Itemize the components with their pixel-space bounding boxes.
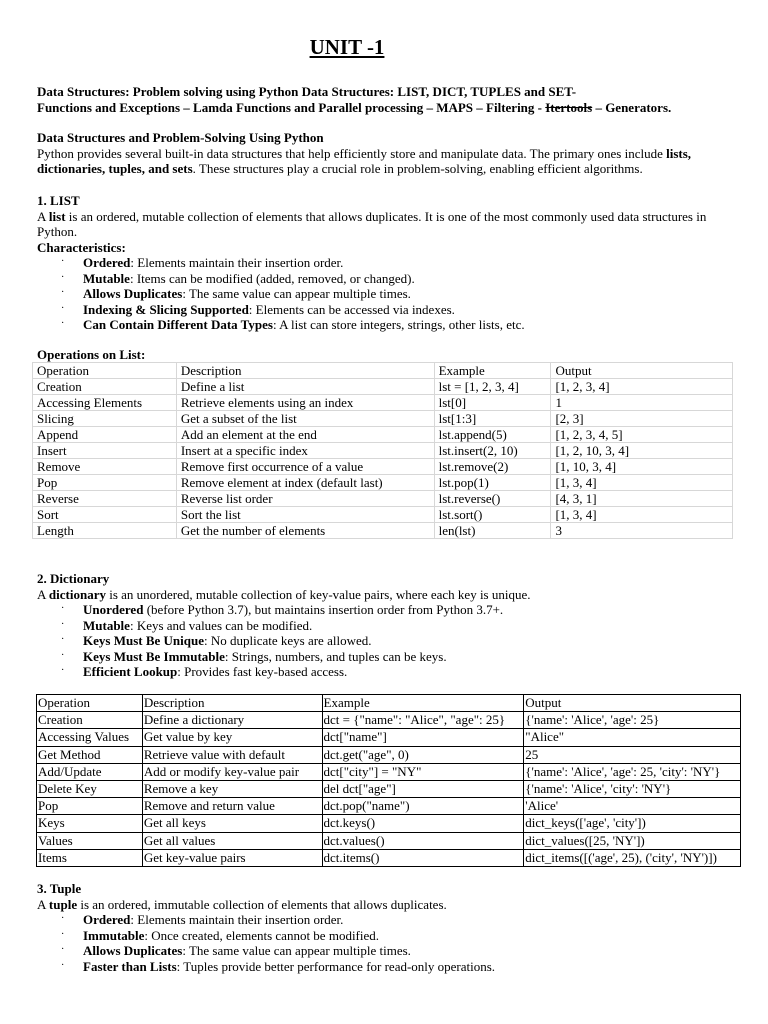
list-table-cell: Get the number of elements (176, 523, 434, 539)
list-table-cell: [1, 2, 10, 3, 4] (551, 443, 733, 459)
list-table-cell: Get a subset of the list (176, 411, 434, 427)
dict-table-cell: Retrieve value with default (142, 746, 322, 763)
tuple-desc-a: A (37, 896, 49, 912)
dict-table-cell: Keys (37, 815, 143, 832)
list-description (37, 209, 737, 240)
tuple-characteristic-item (37, 943, 737, 959)
list-table-row (33, 523, 733, 539)
dict-characteristic-item-term: Unordered (83, 602, 144, 617)
bullet-icon: · (61, 271, 65, 283)
bullet-icon: · (61, 618, 65, 630)
list-characteristic-item-term: Can Contain Different Data Types (83, 317, 273, 332)
dict-table-cell: dct.items() (322, 849, 524, 866)
list-table-row (33, 491, 733, 507)
intro-text-bold: lists, dictionaries, tuples, and sets (37, 145, 692, 176)
bullet-icon: · (61, 944, 65, 955)
tuple-characteristic-item (37, 928, 737, 944)
dict-table-cell: Accessing Values (37, 729, 143, 746)
list-desc-a: A (37, 208, 49, 224)
dict-characteristic-item-text: : No duplicate keys are allowed. (203, 633, 372, 648)
dict-table-row (37, 832, 741, 849)
dict-table-header-cell: Output (524, 695, 741, 712)
list-table-cell: lst.remove(2) (434, 459, 551, 475)
dict-characteristic-item (37, 618, 737, 634)
list-table-header-cell: Description (176, 363, 434, 379)
dict-table-row (37, 849, 741, 866)
list-characteristic-item-text: : A list can store integers, strings, other lists, etc. (272, 317, 525, 332)
bullet-icon: · (61, 287, 65, 298)
list-characteristic-item-text: : Elements can be accessed via indexes. (248, 301, 455, 317)
dict-characteristic-item (37, 633, 737, 649)
list-table-cell: [1, 2, 3, 4] (551, 379, 733, 395)
dict-table-row (37, 815, 741, 832)
list-table-cell: Sort the list (176, 507, 434, 523)
tuple-characteristic-item-text: : The same value can appear multiple times. (182, 943, 411, 958)
bullet-icon: · (61, 913, 65, 924)
list-table-row (33, 427, 733, 443)
list-section (37, 193, 737, 333)
list-table-cell: [4, 3, 1] (551, 491, 733, 507)
subtitle-struck-word: Itertools (545, 100, 593, 115)
dict-table-cell: dct.keys() (322, 815, 524, 832)
bullet-icon: · (61, 634, 65, 645)
dict-description (37, 587, 737, 603)
intro-text (37, 146, 737, 177)
list-characteristic-item-text: : Elements maintain their insertion order. (130, 255, 344, 270)
bullet-icon: · (61, 318, 65, 329)
dict-table-cell: Values (37, 832, 143, 849)
list-characteristics-heading: Characteristics: (37, 239, 126, 255)
dict-table-row (37, 729, 741, 746)
bullet-icon: · (61, 665, 65, 676)
tuple-desc-bold: tuple (48, 896, 78, 912)
dict-table-cell: Remove a key (142, 780, 322, 797)
dict-table-cell: Creation (37, 712, 143, 729)
dict-table-cell: dct.get("age", 0) (322, 746, 524, 763)
list-characteristic-item-term: Mutable (83, 270, 130, 286)
tuple-section (37, 881, 737, 974)
dict-characteristic-item-term: Keys Must Be Immutable (83, 648, 225, 664)
list-table-row (33, 443, 733, 459)
bullet-icon: · (61, 302, 65, 314)
list-table-header-cell: Output (551, 363, 733, 379)
list-table-cell: 3 (551, 523, 733, 539)
dict-table-cell: del dct["age"] (322, 780, 524, 797)
dict-table-header-cell: Example (322, 695, 524, 712)
list-table-cell: Remove element at index (default last) (176, 475, 434, 491)
list-table-cell: lst.insert(2, 10) (434, 443, 551, 459)
dict-table-row (37, 780, 741, 797)
list-table-cell: Define a list (176, 379, 434, 395)
dict-table-cell: "Alice" (524, 729, 741, 746)
tuple-characteristic-item-term: Immutable (83, 927, 145, 943)
dict-table-cell: Pop (37, 798, 143, 815)
list-table-cell: [1, 3, 4] (551, 475, 733, 491)
list-table-cell: Remove (33, 459, 177, 475)
list-characteristic-item-text: : Items can be modified (added, removed, or changed). (129, 270, 415, 286)
tuple-characteristic-item-term: Ordered (83, 912, 131, 927)
list-table-cell: Append (33, 427, 177, 443)
list-table-row (33, 411, 733, 427)
dict-table-cell: Get key-value pairs (142, 849, 322, 866)
list-table-cell: Remove first occurrence of a value (176, 459, 434, 475)
list-table-cell: [1, 2, 3, 4, 5] (551, 427, 733, 443)
list-table-cell: Reverse list order (176, 491, 434, 507)
dict-heading: 2. Dictionary (37, 571, 110, 586)
tuple-description (37, 897, 737, 913)
subtitle-line-1: Data Structures: Problem solving using Python Data Structures: LIST, DICT, TUPLES and SET- (37, 84, 577, 99)
bullet-icon: · (61, 603, 65, 614)
dict-table-cell: Add/Update (37, 763, 143, 780)
dict-table-cell: {'name': 'Alice', 'age': 25} (524, 712, 741, 729)
tuple-characteristic-item-term: Faster than Lists (83, 958, 177, 974)
dict-table-row (37, 798, 741, 815)
list-table-header-cell: Operation (33, 363, 177, 379)
dict-characteristic-item (37, 649, 737, 665)
dict-table-row (37, 746, 741, 763)
dict-characteristic-item-term: Keys Must Be Unique (83, 633, 204, 648)
dict-table-cell: dict_items([('age', 25), ('city', 'NY')]) (524, 849, 741, 866)
dict-table-cell: Get all values (142, 832, 322, 849)
subtitle-line-2 (37, 100, 671, 116)
list-desc-b: is an ordered, mutable collection of elements that allows duplicates. It is one of the most commonly used data structures in Python. (37, 208, 707, 239)
dict-characteristic-item-term: Efficient Lookup (83, 664, 178, 679)
list-heading: 1. LIST (37, 193, 80, 208)
subtitle-line-2-a: Functions and Exceptions – Lamda Functions and Parallel processing – MAPS – Filtering - (37, 100, 546, 115)
dict-table-header-cell: Operation (37, 695, 143, 712)
list-table-cell: Retrieve elements using an index (176, 395, 434, 411)
list-table-cell: [2, 3] (551, 411, 733, 427)
dict-section (37, 571, 737, 680)
tuple-characteristic-item (37, 959, 737, 975)
dict-characteristic-item-text: : Keys and values can be modified. (129, 617, 313, 633)
list-table-row (33, 507, 733, 523)
list-table-cell: [1, 3, 4] (551, 507, 733, 523)
dict-characteristic-item (37, 664, 737, 680)
list-table-cell: Reverse (33, 491, 177, 507)
list-table-row (33, 395, 733, 411)
dict-table-header-row (37, 695, 741, 712)
list-characteristic-item-term: Ordered (83, 255, 131, 270)
list-table-cell: lst[0] (434, 395, 551, 411)
dict-table-cell: Define a dictionary (142, 712, 322, 729)
bullet-icon: · (61, 959, 65, 971)
list-table-cell: len(lst) (434, 523, 551, 539)
dict-table-cell: Items (37, 849, 143, 866)
list-table-header-cell: Example (434, 363, 551, 379)
tuple-characteristic-item (37, 912, 737, 928)
list-characteristic-item (37, 317, 737, 333)
bullet-icon: · (61, 256, 65, 267)
list-operations-table (32, 362, 733, 539)
list-table-cell: lst.pop(1) (434, 475, 551, 491)
subtitle-line-2-b: – Generators. (592, 100, 672, 115)
list-table-row (33, 379, 733, 395)
dict-table-cell: dct = {"name": "Alice", "age": 25} (322, 712, 524, 729)
dict-table-cell: dct.pop("name") (322, 798, 524, 815)
list-table-cell: lst[1:3] (434, 411, 551, 427)
dict-table-cell: Get Method (37, 746, 143, 763)
tuple-desc-b: is an ordered, immutable collection of elements that allows duplicates. (77, 896, 447, 912)
dict-table-cell: 25 (524, 746, 741, 763)
dict-table-cell: Remove and return value (142, 798, 322, 815)
dict-table-cell: Add or modify key-value pair (142, 763, 322, 780)
tuple-characteristic-item-text: : Once created, elements cannot be modified. (144, 927, 380, 943)
dict-table-header-cell: Description (142, 695, 322, 712)
list-table-cell: lst.reverse() (434, 491, 551, 507)
dict-table-cell: dict_values([25, 'NY']) (524, 832, 741, 849)
dict-table-cell: dct["city"] = "NY" (322, 763, 524, 780)
list-table-cell: [1, 10, 3, 4] (551, 459, 733, 475)
bullet-icon: · (61, 928, 65, 940)
list-ops-heading-text: Operations on List: (37, 347, 146, 362)
dict-table-cell: Get value by key (142, 729, 322, 746)
list-table-row (33, 459, 733, 475)
list-table-cell: Sort (33, 507, 177, 523)
list-table-cell: Slicing (33, 411, 177, 427)
list-table-cell: lst.append(5) (434, 427, 551, 443)
list-characteristic-item-text: : The same value can appear multiple times. (182, 286, 411, 301)
tuple-heading: 3. Tuple (37, 881, 82, 896)
intro-text-b: . These structures play a crucial role in problem-solving, enabling efficient algorithms. (192, 161, 643, 176)
dict-characteristic-item-text: : Strings, numbers, and tuples can be keys. (224, 648, 447, 664)
list-table-cell: Pop (33, 475, 177, 491)
list-table-cell: Add an element at the end (176, 427, 434, 443)
dict-table-row (37, 712, 741, 729)
page-title: UNIT -1 (309, 35, 385, 59)
dict-characteristic-item (37, 602, 737, 618)
list-characteristic-item-term: Allows Duplicates (83, 286, 183, 301)
list-table-cell: lst = [1, 2, 3, 4] (434, 379, 551, 395)
list-characteristic-item (37, 255, 737, 271)
list-table-cell: Creation (33, 379, 177, 395)
dict-table-cell: Delete Key (37, 780, 143, 797)
dict-table-cell: {'name': 'Alice', 'city': 'NY'} (524, 780, 741, 797)
dict-desc-bold: dictionary (48, 586, 106, 602)
intro-section (37, 130, 737, 177)
bullet-icon: · (61, 649, 65, 661)
list-table-row (33, 475, 733, 491)
dict-table-cell: dct["name"] (322, 729, 524, 746)
list-characteristic-item (37, 286, 737, 302)
list-table-cell: Length (33, 523, 177, 539)
list-characteristic-item (37, 271, 737, 287)
dict-table-row (37, 763, 741, 780)
dict-desc-a: A (37, 586, 49, 602)
dict-table-cell: dict_keys(['age', 'city']) (524, 815, 741, 832)
dict-characteristic-item-text: (before Python 3.7), but maintains insertion order from Python 3.7+. (143, 602, 504, 617)
list-characteristic-item (37, 302, 737, 318)
dict-characteristic-item-text: : Provides fast key-based access. (177, 664, 348, 679)
tuple-characteristic-item-text: : Tuples provide better performance for read-only operations. (176, 958, 496, 974)
intro-heading: Data Structures and Problem-Solving Using Python (37, 130, 324, 145)
tuple-characteristic-item-text: : Elements maintain their insertion order. (130, 912, 344, 927)
dict-table-cell: Get all keys (142, 815, 322, 832)
list-characteristic-item-term: Indexing & Slicing Supported (83, 301, 249, 317)
dict-table-cell: 'Alice' (524, 798, 741, 815)
list-table-cell: lst.sort() (434, 507, 551, 523)
list-table-cell: 1 (551, 395, 733, 411)
dict-characteristic-item-term: Mutable (83, 617, 130, 633)
list-desc-bold: list (48, 208, 66, 224)
list-table-cell: Insert (33, 443, 177, 459)
dict-table-cell: dct.values() (322, 832, 524, 849)
tuple-characteristic-item-term: Allows Duplicates (83, 943, 183, 958)
dict-desc-b: is an unordered, mutable collection of key-value pairs, where each key is unique. (105, 586, 531, 602)
list-table-cell: Accessing Elements (33, 395, 177, 411)
list-characteristics (37, 255, 737, 333)
tuple-characteristics (37, 912, 737, 974)
dict-operations-table (36, 694, 741, 867)
list-ops-heading (37, 347, 737, 363)
list-table-header-row (33, 363, 733, 379)
intro-text-a: Python provides several built-in data structures that help efficiently store and manipulate data. The primary ones include (37, 145, 667, 161)
list-table-cell: Insert at a specific index (176, 443, 434, 459)
dict-characteristics (37, 602, 737, 680)
dict-table-cell: {'name': 'Alice', 'age': 25, 'city': 'NY'} (524, 763, 741, 780)
